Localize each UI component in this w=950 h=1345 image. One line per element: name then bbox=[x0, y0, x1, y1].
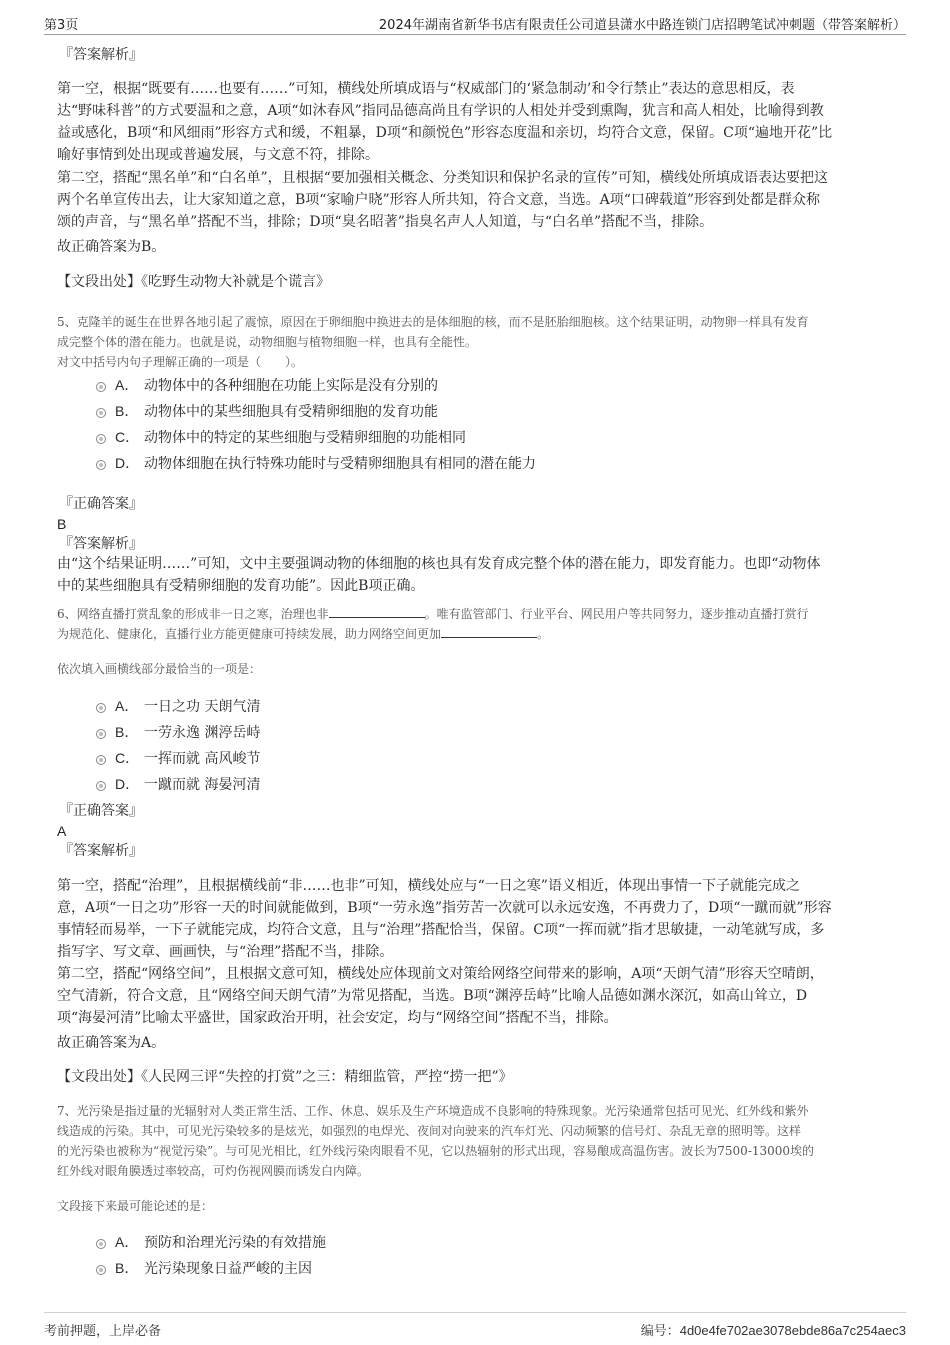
option-text: 预防和治理光污染的有效措施 bbox=[144, 1235, 326, 1251]
text-line: 的光污染也被称为“视觉污染”。与可见光相比，红外线污染肉眼看不见，它以热辐射的形式出现，容易酿成高温伤害。波长为7500-13000埃的 bbox=[57, 1144, 815, 1158]
option-key: D． bbox=[115, 776, 140, 792]
option-key: C． bbox=[115, 429, 140, 445]
option-key: C． bbox=[115, 750, 140, 766]
text-segment: 。唯有监管部门、行业平台、网民用户等共同努力，逐步推动直播打赏行 bbox=[424, 607, 809, 621]
page-footer bbox=[44, 1312, 906, 1339]
q5-stem bbox=[57, 312, 907, 372]
q6-analysis-label: 『答案解析』 bbox=[59, 843, 143, 859]
radio-icon[interactable] bbox=[96, 729, 106, 739]
text-segment: 6、网络直播打赏乱象的形成非一日之寒，治理也非 bbox=[57, 607, 329, 621]
option-key: A． bbox=[115, 698, 139, 714]
q4-analysis-label: 『答案解析』 bbox=[59, 47, 143, 63]
text-line: 空气清新，符合文意，且“网络空间天朗气清”为常见搭配，当选。B项“渊渟岳峙”比喻人品德如渊水深沉，如高山耸立，D bbox=[57, 988, 808, 1004]
q7-prompt: 文段接下来最可能论述的是： bbox=[57, 1199, 214, 1213]
radio-icon[interactable] bbox=[96, 781, 106, 791]
text-line: 喻好事情到处出现或普遍发展，与文意不符，排除。 bbox=[57, 147, 379, 163]
q5-analysis bbox=[57, 553, 887, 597]
option-key: D． bbox=[115, 455, 140, 471]
option-text: 一挥而就 高风峻节 bbox=[144, 751, 261, 767]
text-line: 颂的声音，与“黑名单”搭配不当，排除；D项“臭名昭著”指臭名声人人知道，与“白名单”搭配不当，排除。 bbox=[57, 214, 714, 230]
text-segment: 为规范化、健康化，直播行业方能更健康可持续发展，助力网络空间更加 bbox=[57, 627, 442, 641]
text-segment: 。 bbox=[537, 627, 550, 641]
q4-conclusion: 故正确答案为B。 bbox=[57, 239, 166, 255]
text-line bbox=[57, 624, 912, 644]
q6-source: 【文段出处】《人民网三评“失控的打赏”之三：精细监管，严控“捞一把”》 bbox=[57, 1069, 513, 1085]
code-value: 4d0e4fe702ae3078ebde86a7c254aec3 bbox=[679, 1323, 906, 1338]
q6-answer: A bbox=[57, 823, 67, 839]
text-line: 事情轻而易举，一下子就能完成，均符合文意，且与“治理”搭配恰当，保留。C项“一挥而就”指才思敏捷，一动笔就写成，多 bbox=[57, 922, 825, 938]
fill-blank-1[interactable] bbox=[329, 605, 425, 618]
option-text: 动物体中的某些细胞具有受精卵细胞的发育功能 bbox=[144, 404, 438, 420]
q4-analysis-p1 bbox=[57, 78, 887, 166]
q7-stem bbox=[57, 1101, 912, 1181]
text-line: 由“这个结果证明……”可知，文中主要强调动物的体细胞的核也具有发育成完整个体的潜在能力，即发育能力。也即“动物体 bbox=[57, 556, 821, 572]
text-line: 益或感化，B项“和风细雨”形容方式和缓，不粗暴，D项“和颜悦色”形容态度温和亲切，均符合文意，保留。C项“遍地开花”比 bbox=[57, 125, 833, 141]
q6-analysis-p2 bbox=[57, 963, 887, 1029]
text-line: 达“野味科普”的方式要温和之意，A项“如沐春风”指同品德高尚且有学识的人相处并受到熏陶，犹言和高人相处，比喻得到教 bbox=[57, 103, 824, 119]
option-text: 动物体中的特定的某些细胞与受精卵细胞的功能相同 bbox=[144, 430, 466, 446]
fill-blank-2[interactable] bbox=[441, 625, 537, 638]
radio-icon[interactable] bbox=[96, 408, 106, 418]
radio-icon[interactable] bbox=[96, 1239, 106, 1249]
option-key: B． bbox=[115, 403, 139, 419]
question-prompt: 对文中括号内句子理解正确的一项是（ ）。 bbox=[57, 355, 304, 369]
page-header bbox=[44, 8, 906, 35]
q5-answer: B bbox=[57, 516, 67, 532]
text-line: 项“海晏河清”比喻太平盛世，国家政治开明，社会安定，均与“网络空间”搭配不当，排除。 bbox=[57, 1010, 618, 1026]
text-line: 指写字、写文章、画画快，与“治理”搭配不当，排除。 bbox=[57, 944, 394, 960]
code-label: 编号： bbox=[640, 1324, 680, 1339]
q5-analysis-label: 『答案解析』 bbox=[59, 536, 143, 552]
option-key: B． bbox=[115, 1260, 139, 1276]
text-line: 第一空，根据“既要有……也要有……”可知，横线处所填成语与“权威部门的‘紧急制动’和令行禁止”表达的意思相反，表 bbox=[57, 81, 795, 97]
option-key: B． bbox=[115, 724, 139, 740]
q6-prompt: 依次填入画横线部分最恰当的一项是： bbox=[57, 662, 262, 676]
option-text: 一劳永逸 渊渟岳峙 bbox=[144, 725, 261, 741]
q4-source: 【文段出处】《吃野生动物大补就是个谎言》 bbox=[57, 274, 330, 290]
footer-code bbox=[641, 1320, 906, 1339]
text-line: 5、克隆羊的诞生在世界各地引起了震惊，原因在于卵细胞中换进去的是体细胞的核，而不是胚胎细胞核。这个结果证明，动物卵一样具有发育 bbox=[57, 315, 809, 329]
radio-icon[interactable] bbox=[96, 703, 106, 713]
q6-answer-label: 『正确答案』 bbox=[59, 803, 143, 819]
document-title: 2024年湖南省新华书店有限责任公司道县潇水中路连锁门店招聘笔试冲刺题（带答案解析） bbox=[378, 18, 906, 33]
option-text: 一蹴而就 海晏河清 bbox=[144, 777, 261, 793]
option-text: 一日之功 天朗气清 bbox=[144, 699, 261, 715]
q5-answer-label: 『正确答案』 bbox=[59, 496, 143, 512]
text-line: 第二空，搭配“网络空间”，且根据文意可知，横线处应体现前文对策给网络空间带来的影响，A项“天朗气清”形容天空晴朗， bbox=[57, 966, 824, 982]
option-key: A． bbox=[115, 1234, 139, 1250]
radio-icon[interactable] bbox=[96, 382, 106, 392]
option-text: 光污染现象日益严峻的主因 bbox=[144, 1261, 312, 1277]
text-line: 中的某些细胞具有受精卵细胞的发育功能”。因此B项正确。 bbox=[57, 578, 425, 594]
option-key: A． bbox=[115, 377, 139, 393]
text-line: 第二空，搭配“黑名单”和“白名单”，且根据“要加强相关概念、分类知识和保护名录的宣传”可知，横线处所填成语表达要把这 bbox=[57, 170, 828, 186]
page-number: 第3页 bbox=[44, 18, 79, 33]
option-text: 动物体细胞在执行特殊功能时与受精卵细胞具有相同的潜在能力 bbox=[144, 456, 536, 472]
text-line: 7、光污染是指过量的光辐射对人类正常生活、工作、休息、娱乐及生产环境造成不良影响的特殊现象。光污染通常包括可见光、红外线和紫外 bbox=[57, 1104, 809, 1118]
q4-analysis-p2 bbox=[57, 167, 887, 233]
text-line: 两个名单宣传出去，让大家知道之意，B项“家喻户晓”形容人所共知，符合文意，当选。A项“口碑载道”形容到处都是群众称 bbox=[57, 192, 821, 208]
text-line: 第一空，搭配“治理”，且根据横线前“非……也非”可知，横线处应与“一日之寒”语义相近，体现出事情一下子就能完成之 bbox=[57, 878, 800, 894]
text-line: 红外线对眼角膜透过率较高，可灼伤视网膜而诱发白内障。 bbox=[57, 1164, 370, 1178]
radio-icon[interactable] bbox=[96, 434, 106, 444]
text-line bbox=[57, 604, 912, 624]
q6-stem bbox=[57, 604, 912, 644]
q6-analysis-p1 bbox=[57, 875, 887, 963]
text-line: 意，A项“一日之功”形容一天的时间就能做到，B项“一劳永逸”指劳苦一次就可以永远安逸，不再费力了，D项“一蹴而就”形容 bbox=[57, 900, 832, 916]
q6-conclusion: 故正确答案为A。 bbox=[57, 1035, 166, 1051]
radio-icon[interactable] bbox=[96, 755, 106, 765]
option-text: 动物体中的各种细胞在功能上实际是没有分别的 bbox=[144, 378, 438, 394]
radio-icon[interactable] bbox=[96, 1265, 106, 1275]
text-line: 成完整个体的潜在能力。也就是说，动物细胞与植物细胞一样，也具有全能性。 bbox=[57, 335, 478, 349]
radio-icon[interactable] bbox=[96, 460, 106, 470]
text-line: 线造成的污染。其中，可见光污染较多的是炫光，如强烈的电焊光、夜间对向驶来的汽车灯光、闪动频繁的信号灯、杂乱无章的照明等。这样 bbox=[57, 1124, 802, 1138]
footer-slogan: 考前押题，上岸必备 bbox=[44, 1324, 162, 1339]
